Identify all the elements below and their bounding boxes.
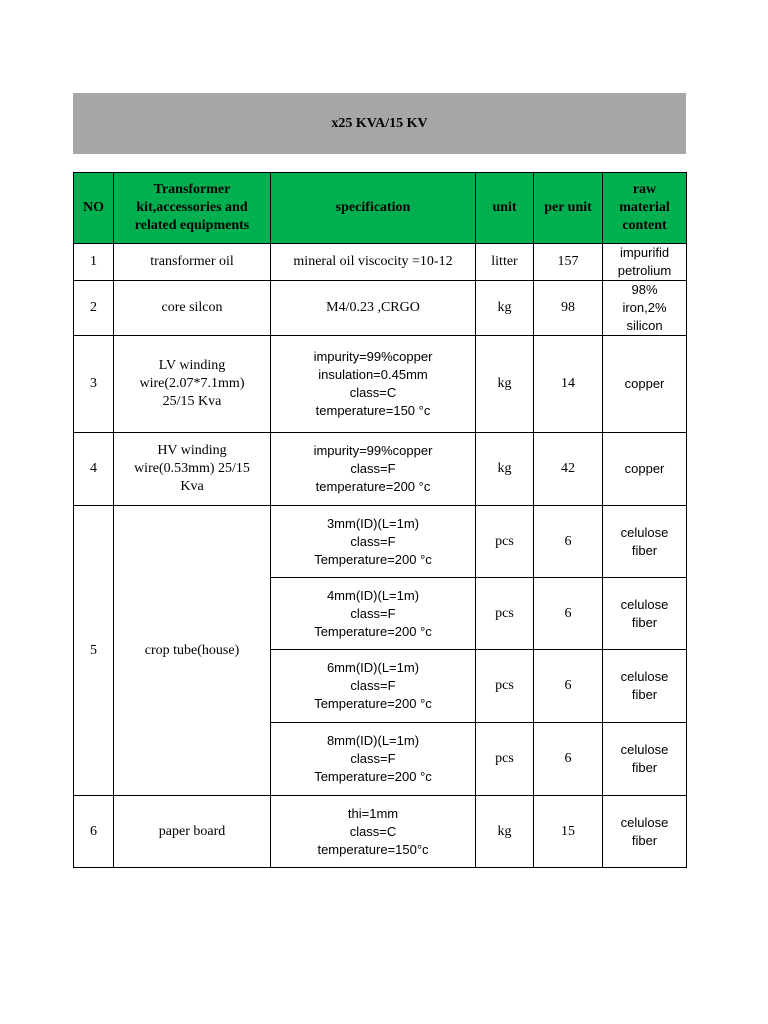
- unit: kg: [476, 281, 534, 336]
- specification: mineral oil viscocity =10-12: [271, 244, 476, 281]
- column-header-no: NO: [74, 173, 114, 244]
- unit: pcs: [476, 650, 534, 723]
- specification: M4/0.23 ,CRGO: [271, 281, 476, 336]
- header-row: [74, 173, 687, 244]
- specification: thi=1mm class=C temperature=150°c: [271, 796, 476, 868]
- unit: kg: [476, 336, 534, 433]
- raw-material: celulose fiber: [603, 506, 687, 578]
- row-number: 6: [74, 796, 114, 868]
- row-number: 2: [74, 281, 114, 336]
- row-number: 3: [74, 336, 114, 433]
- table-row: [74, 796, 687, 868]
- raw-material: copper: [603, 433, 687, 506]
- table-row: [74, 336, 687, 433]
- column-header-specification: specification: [271, 173, 476, 244]
- specification: 4mm(ID)(L=1m) class=F Temperature=200 °c: [271, 578, 476, 650]
- row-number: 1: [74, 244, 114, 281]
- specification: impurity=99%copper class=F temperature=200 °c: [271, 433, 476, 506]
- specification: 6mm(ID)(L=1m) class=F Temperature=200 °c: [271, 650, 476, 723]
- unit: kg: [476, 796, 534, 868]
- item-name: HV winding wire(0.53mm) 25/15 Kva: [114, 433, 271, 506]
- column-header-raw-material: raw material content: [603, 173, 687, 244]
- unit: pcs: [476, 723, 534, 796]
- raw-material: 98% iron,2% silicon: [603, 281, 687, 336]
- item-name: core silcon: [114, 281, 271, 336]
- unit: pcs: [476, 506, 534, 578]
- row-number: 5: [74, 506, 114, 796]
- specification: impurity=99%copper insulation=0.45mm class=C temperature=150 °c: [271, 336, 476, 433]
- column-header-per-unit: per unit: [534, 173, 603, 244]
- unit: kg: [476, 433, 534, 506]
- table-row: [74, 433, 687, 506]
- per-unit: 6: [534, 650, 603, 723]
- per-unit: 14: [534, 336, 603, 433]
- item-name: crop tube(house): [114, 506, 271, 796]
- raw-material: copper: [603, 336, 687, 433]
- per-unit: 15: [534, 796, 603, 868]
- per-unit: 42: [534, 433, 603, 506]
- item-name: transformer oil: [114, 244, 271, 281]
- materials-table: [73, 172, 687, 868]
- raw-material: celulose fiber: [603, 578, 687, 650]
- column-header-unit: unit: [476, 173, 534, 244]
- per-unit: 6: [534, 506, 603, 578]
- item-name: paper board: [114, 796, 271, 868]
- per-unit: 6: [534, 578, 603, 650]
- specification: 3mm(ID)(L=1m) class=F Temperature=200 °c: [271, 506, 476, 578]
- document-title: x25 KVA/15 KV: [73, 93, 686, 154]
- table-row: [74, 281, 687, 336]
- raw-material: impurifid petrolium: [603, 244, 687, 281]
- item-name: LV winding wire(2.07*7.1mm) 25/15 Kva: [114, 336, 271, 433]
- table-row: [74, 244, 687, 281]
- specification: 8mm(ID)(L=1m) class=F Temperature=200 °c: [271, 723, 476, 796]
- row-number: 4: [74, 433, 114, 506]
- column-header-item: Transformer kit,accessories and related equipments: [114, 173, 271, 244]
- per-unit: 157: [534, 244, 603, 281]
- raw-material: celulose fiber: [603, 650, 687, 723]
- per-unit: 6: [534, 723, 603, 796]
- unit: litter: [476, 244, 534, 281]
- raw-material: celulose fiber: [603, 796, 687, 868]
- raw-material: celulose fiber: [603, 723, 687, 796]
- table-row: [74, 506, 687, 578]
- per-unit: 98: [534, 281, 603, 336]
- unit: pcs: [476, 578, 534, 650]
